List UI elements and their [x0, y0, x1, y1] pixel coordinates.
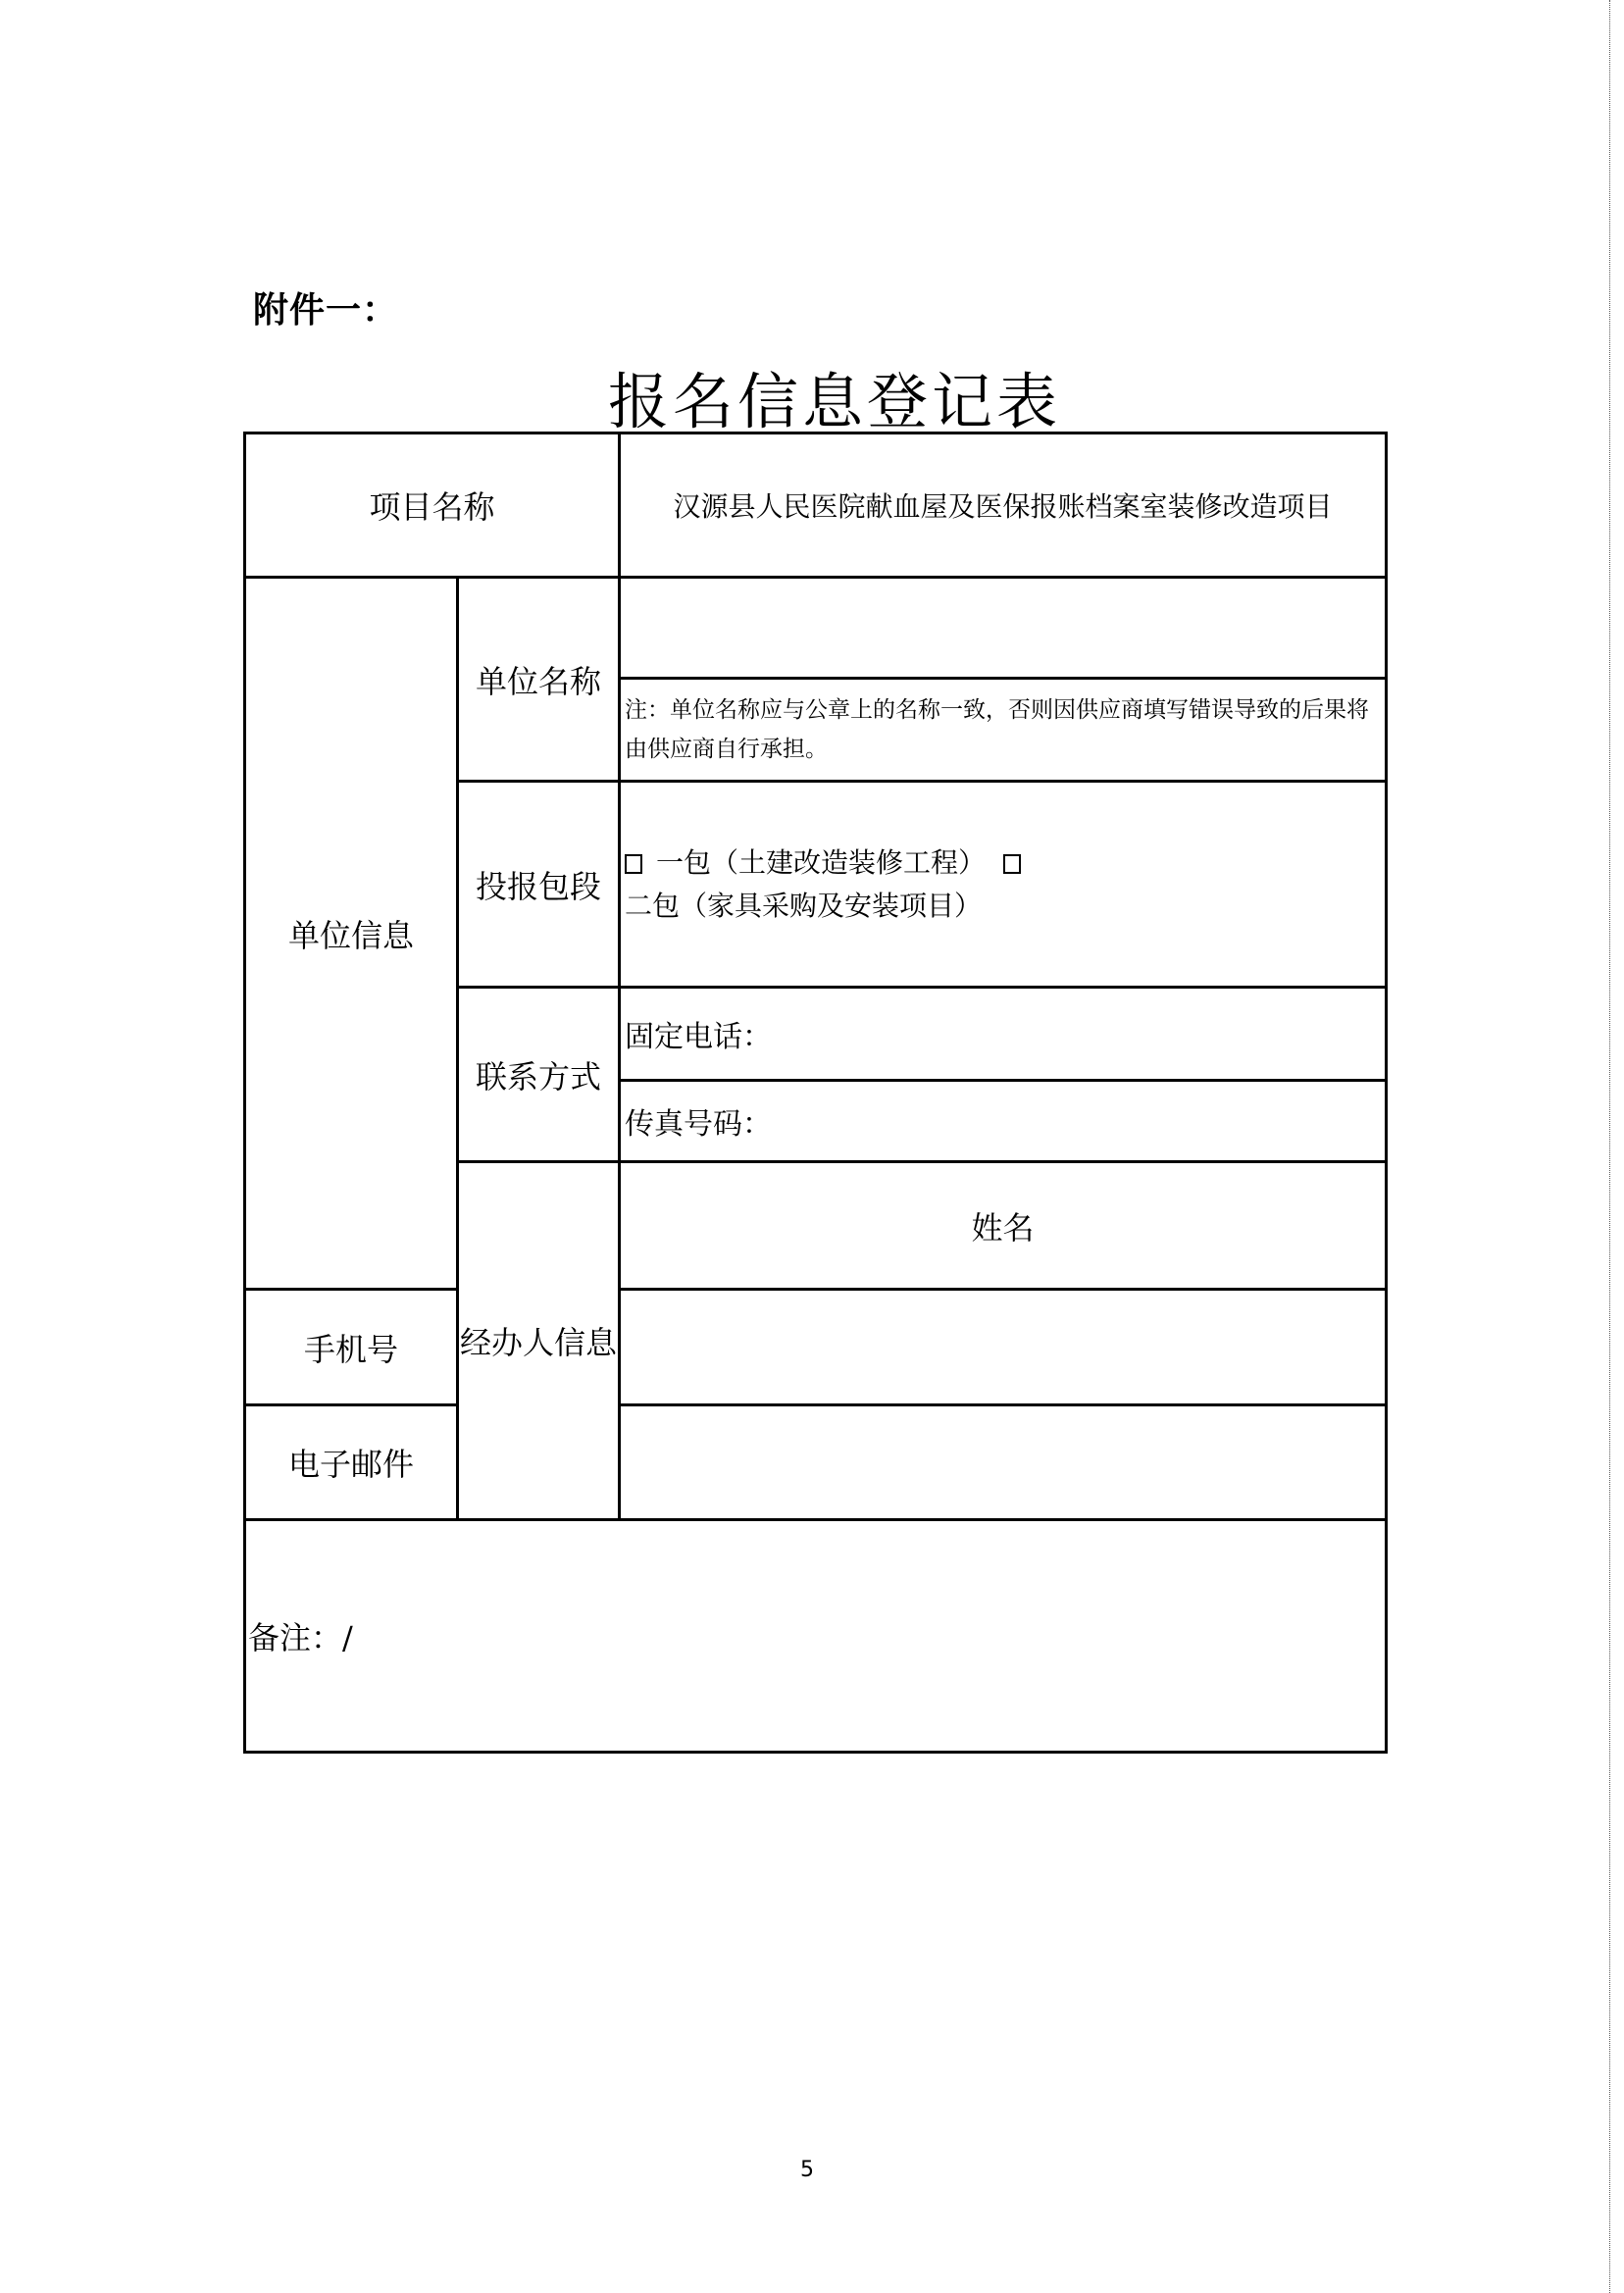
- unit-name-field[interactable]: [620, 578, 1387, 679]
- handler-mobile-label: 手机号: [245, 1290, 458, 1405]
- project-name-label: 项目名称: [245, 433, 620, 578]
- unit-info-group-label: 单位信息: [245, 578, 458, 1290]
- fax-label: 传真号码：: [625, 1107, 773, 1142]
- contact-fields: [620, 988, 1387, 1162]
- form-title: 报名信息登记表: [608, 366, 1062, 437]
- fax-row[interactable]: [621, 1082, 1385, 1160]
- attachment-label: 附件一：: [253, 290, 399, 331]
- contact-label: 联系方式: [458, 988, 620, 1162]
- page-number: 5: [800, 2158, 814, 2182]
- unit-name-label: 单位名称: [458, 578, 620, 782]
- registration-form: [243, 432, 1385, 1748]
- remarks-value[interactable]: /: [342, 1619, 353, 1656]
- landline-row[interactable]: [621, 989, 1385, 1082]
- package-2-label: 二包（家具采购及安装项目）: [625, 889, 983, 922]
- remarks-label: 备注：: [248, 1619, 343, 1656]
- handler-mobile-field[interactable]: [620, 1290, 1387, 1405]
- unit-name-note: 注：单位名称应与公章上的名称一致，否则因供应商填写错误导致的后果将由供应商自行承担。: [620, 679, 1387, 782]
- project-name-value: 汉源县人民医院献血屋及医保报账档案室装修改造项目: [620, 433, 1387, 578]
- remarks-cell: [245, 1520, 1387, 1753]
- package-1-checkbox[interactable]: [625, 854, 642, 874]
- landline-label: 固定电话：: [625, 1020, 773, 1054]
- handler-info-group-label: 经办人信息: [458, 1162, 620, 1520]
- scan-edge-artifact: [1609, 0, 1611, 2293]
- package-2-checkbox[interactable]: [1003, 854, 1021, 874]
- bid-package-options: [620, 782, 1387, 988]
- handler-name-label: 姓名: [620, 1162, 1387, 1290]
- handler-email-label: 电子邮件: [245, 1405, 458, 1520]
- handler-email-field[interactable]: [620, 1405, 1387, 1520]
- package-1-label: 一包（土建改造装修工程）: [656, 845, 987, 879]
- bid-package-label: 投报包段: [458, 782, 620, 988]
